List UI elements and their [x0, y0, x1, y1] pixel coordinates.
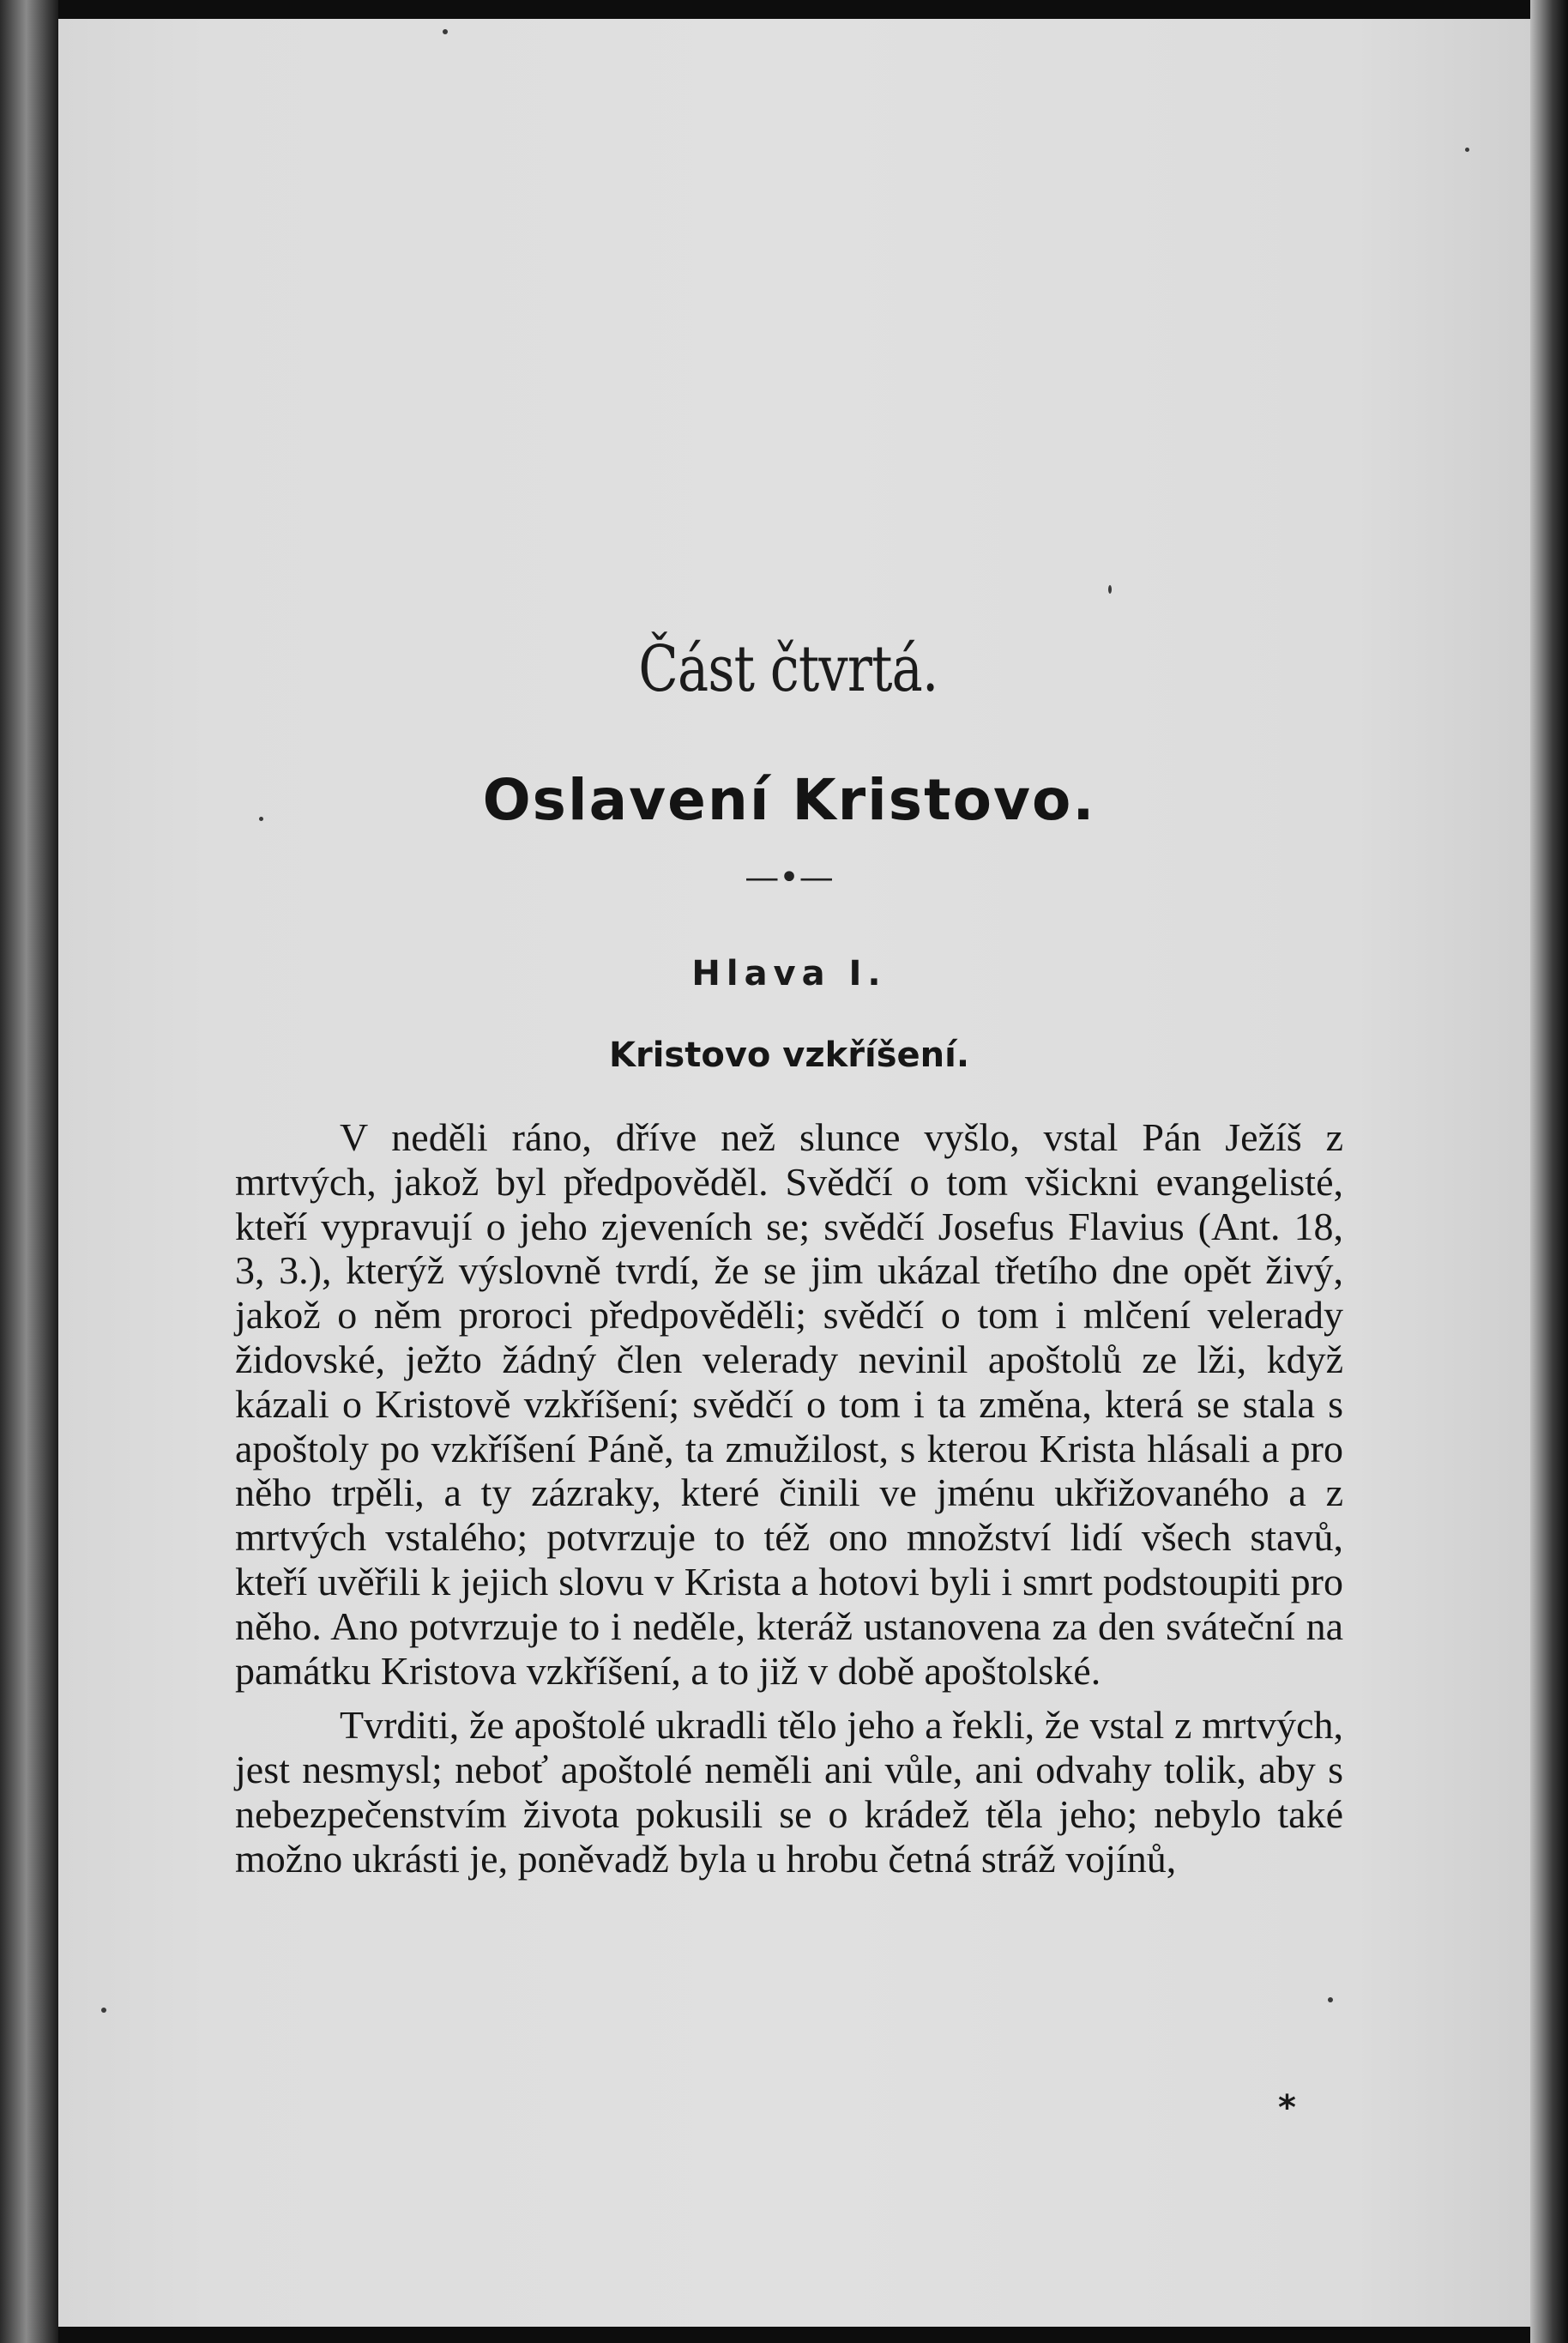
- dust-speck: [101, 2008, 106, 2013]
- chapter-title: Kristovo vzkříšení.: [608, 1036, 970, 1075]
- chapter-label: Hlava I.: [691, 954, 887, 993]
- dust-speck: [1108, 585, 1112, 594]
- dust-speck: [1465, 148, 1469, 152]
- dust-speck: [443, 29, 448, 34]
- book-spine-shadow: [0, 0, 58, 2343]
- main-title: Oslavení Kristovo.: [482, 767, 1096, 833]
- page-edge-shadow: [1530, 0, 1568, 2343]
- section-divider: —•—: [745, 858, 834, 897]
- paragraph: V neděli ráno, dříve než slunce vyšlo, vstal Pán Ježíš z mrtvých, jakož byl předpověděl. Svědčí o tom všickni evangelisté, kteří vypravují o jeho zjeveních se; svědčí Josefus Flavius (Ant. 18, 3, 3.), kterýž výslovně tvrdí, že se jim ukázal třetího dne opět živý, jakož o něm proroci předpověděli; svědčí o tom i mlčení velerady židovské, ježto žádný člen velerady nevinil apoštolů ze lži, když kázali o Kristově vzkříšení; svědčí o tom i ta změna, která se stala s apoštoly po vzkříšení Páně, ta zmužilost, s kterou Krista hlásali a pro něho trpěli, a ty zázraky, které činili ve jménu ukřižovaného a z mrtvých vstalého; potvrzuje to též ono množství lidí všech stavů, kteří uvěřili k jejich slovu v Krista a hotovi byli i smrt podstoupiti pro něho. Ano potvrzuje to i neděle, kteráž ustanovena za den sváteční na památku Kristova vzkříšení, a to již v době apoštolské.: [235, 1115, 1343, 1693]
- paper-sheet: [58, 19, 1530, 2327]
- part-title: Část čtvrtá.: [638, 632, 938, 706]
- body-text: [235, 1115, 1343, 1881]
- signature-mark: *: [1278, 2088, 1296, 2128]
- paragraph: Tvrditi, že apoštolé ukradli tělo jeho a řekli, že vstal z mrtvých, jest nesmysl; neboť apoštolé neměli ani vůle, ani odvahy tolik, aby s nebezpečenstvím života pokusili se o krádež těla jeho; nebylo také možno ukrásti je, poněvadž byla u hrobu četná stráž vojínů,: [235, 1703, 1343, 1881]
- dust-speck: [1328, 1997, 1333, 2002]
